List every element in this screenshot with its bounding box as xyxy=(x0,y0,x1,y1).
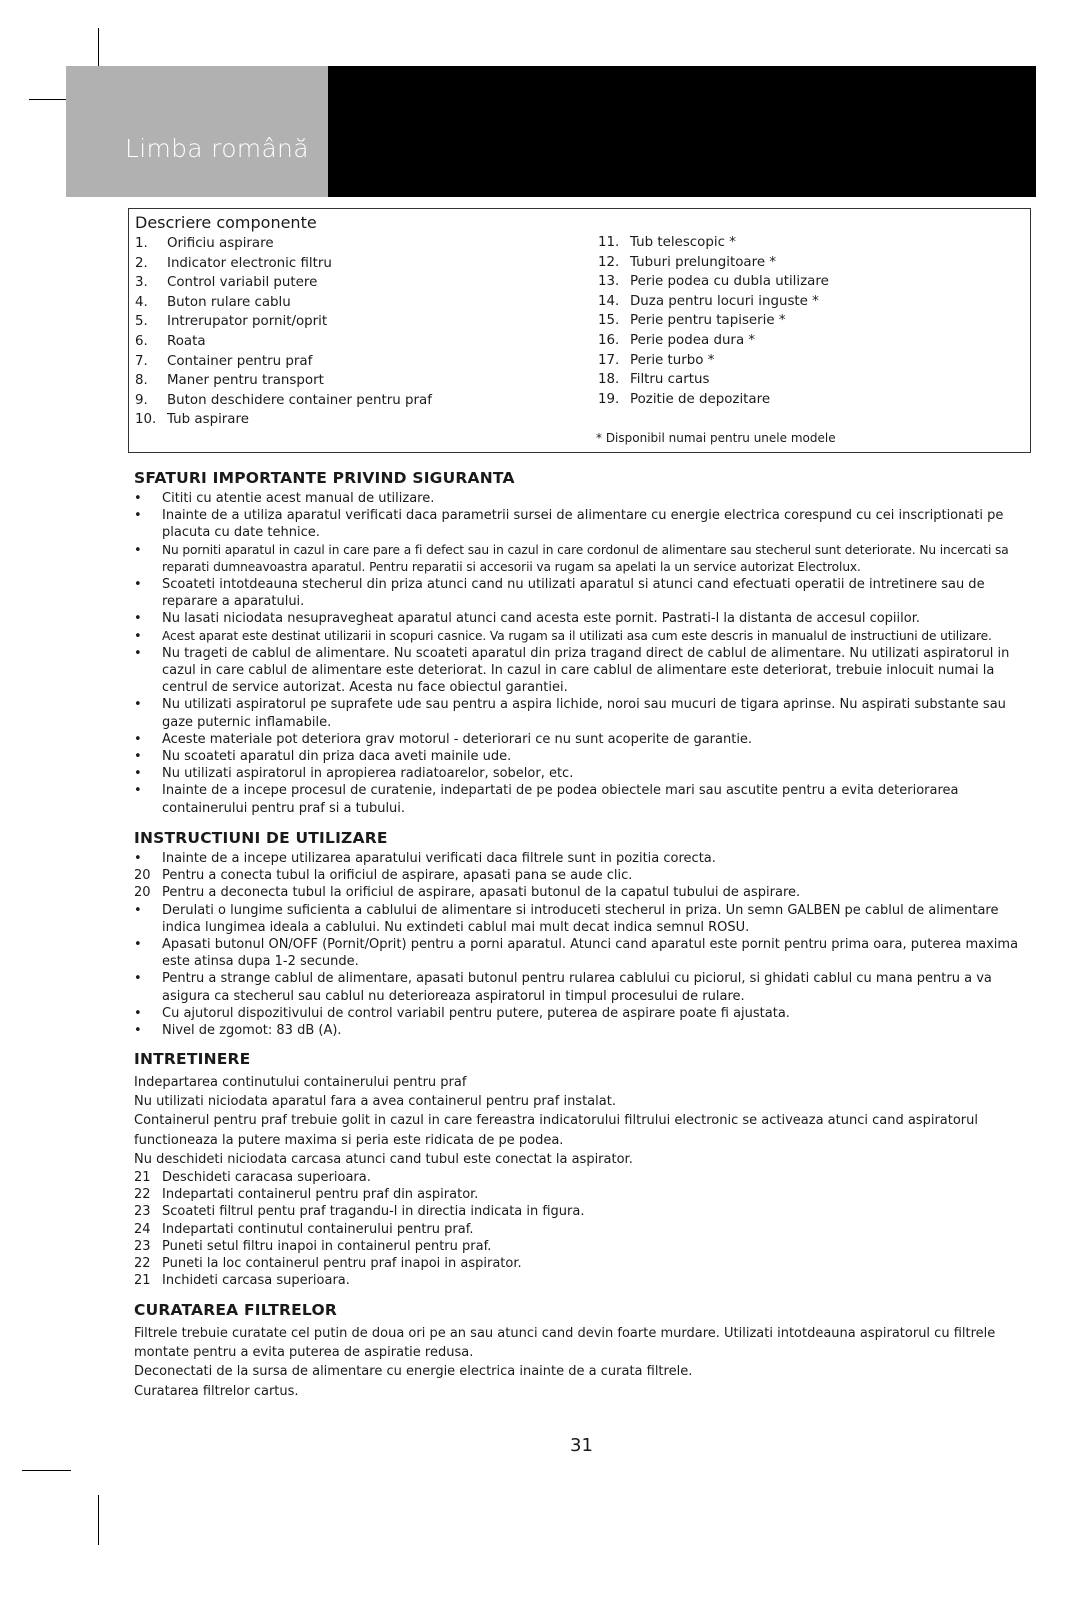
list-item: • Nivel de zgomot: 83 dB (A). xyxy=(134,1023,342,1039)
component-description-title: Descriere componente xyxy=(135,213,317,232)
list-item: 16. Perie podea dura * xyxy=(598,332,756,348)
list-item: • Inainte de a incepe procesul de curatenie, indepartati de pe podea obiectele mari sau ascutite pentru a evita deteriorarea containerului pentru praf si a tubului. xyxy=(134,783,959,816)
header-grey-block xyxy=(66,66,328,197)
list-item: 10. Tub aspirare xyxy=(135,412,249,428)
list-item: • Cu ajutorul dispozitivului de control variabil pentru putere, puterea de aspirare poate fi ajustata. xyxy=(134,1005,790,1021)
list-item: • Aceste materiale pot deteriora grav motorul - deteriorari ce nu sunt acoperite de garantie. xyxy=(134,731,753,747)
usage-list xyxy=(134,850,1034,1039)
usage-section xyxy=(134,829,1034,1039)
list-item: • Nu scoateti aparatul din priza daca aveti mainile ude. xyxy=(134,749,512,765)
usage-title: INSTRUCTIUNI DE UTILIZARE xyxy=(134,829,388,847)
list-item: 22 Indepartati containerul pentru praf din aspirator. xyxy=(134,1187,479,1203)
list-item: 8. Maner pentru transport xyxy=(135,373,324,389)
list-item: 7. Container pentru praf xyxy=(135,353,313,369)
filters-text xyxy=(134,1324,1034,1401)
list-item: 21 Deschideti caracasa superioara. xyxy=(134,1170,371,1186)
availability-note: * Disponibil numai pentru unele modele xyxy=(596,431,836,445)
list-item: • Acest aparat este destinat utilizarii in scopuri casnice. Va rugam sa il utilizati asa cum este descris in manualul de instructiuni de utilizare. xyxy=(134,628,992,644)
header-black-block xyxy=(328,66,1036,197)
paragraph: Indepartarea continutului containerului pentru praf xyxy=(134,1075,467,1090)
list-item: 5. Intrerupator pornit/oprit xyxy=(135,314,328,330)
list-item: • Inainte de a utiliza aparatul verificati daca parametrii sursei de alimentare cu energie electrica corespund cu cei inscriptionati pe placuta cu date tehnice. xyxy=(134,508,1004,541)
paragraph: Curatarea filtrelor cartus. xyxy=(134,1383,299,1399)
list-item: 15. Perie pentru tapiserie * xyxy=(598,313,786,329)
list-item: • Pentru a strange cablul de alimentare, apasati butonul pentru rularea cablului cu piciorul, si ghidati cablul cu mana pentru a va asigura ca stecherul sau cablul nu deterioreaza aspiratorul in timpul procesului de rulare. xyxy=(134,971,992,1004)
list-item: • Cititi cu atentie acest manual de utilizare. xyxy=(134,491,435,506)
list-item: • Nu utilizati aspiratorul pe suprafete ude sau pentru a aspira lichide, noroi sau mucuri de tigara aprinse. Nu aspirati substante sau gaze puternic inflamabile. xyxy=(134,697,1006,730)
list-item: 24 Indepartati continutul containerului pentru praf. xyxy=(134,1221,474,1237)
list-item: 22 Puneti la loc containerul pentru praf inapoi in aspirator. xyxy=(134,1256,522,1272)
component-list-left xyxy=(135,234,432,430)
paragraph: Deconectati de la sursa de alimentare cu energie electrica inainte de a curata filtrele. xyxy=(134,1364,693,1380)
filters-section xyxy=(134,1301,1034,1401)
paragraph: Nu utilizati niciodata aparatul fara a avea containerul pentru praf instalat. xyxy=(134,1094,616,1110)
maintenance-title: INTRETINERE xyxy=(134,1050,251,1068)
paragraph: Filtrele trebuie curatate cel putin de doua ori pe an sau atunci cand devin foarte murdare. Utilizati intotdeauna aspiratorul cu filtrele montate pentru a evita puterea de aspiratie redusa. xyxy=(134,1326,996,1361)
list-item: 6. Roata xyxy=(135,333,206,349)
list-item: • Nu porniti aparatul in cazul in care pare a fi defect sau in cazul in care cordonul de alimentare sau stecherul sunt deteriorate. Nu incercati sa reparati dumneavoastra aparatul. Pentru reparatii si accesorii va rugam sa apelati la un service autorizat Electrolux. xyxy=(134,542,1009,574)
list-item: • Apasati butonul ON/OFF (Pornit/Oprit) pentru a porni aparatul. Atunci cand aparatul este pornit pentru prima oara, puterea maxima este atinsa dupa 1-2 secunde. xyxy=(134,937,1019,970)
filters-title: CURATAREA FILTRELOR xyxy=(134,1301,337,1319)
list-item: 20 Pentru a conecta tubul la orificiul de aspirare, apasati pana se aude clic. xyxy=(134,868,633,884)
list-item: 4. Buton rulare cablu xyxy=(135,294,291,310)
list-item: • Nu utilizati aspiratorul in apropierea radiatoarelor, sobelor, etc. xyxy=(134,766,574,782)
maintenance-intro xyxy=(134,1073,1034,1169)
safety-list xyxy=(134,490,1034,817)
list-item: 14. Duza pentru locuri inguste * xyxy=(598,293,819,309)
crop-mark-bottom-horizontal xyxy=(22,1470,71,1471)
list-item: 11. Tub telescopic * xyxy=(598,235,736,250)
list-item: 23 Scoateti filtrul pentu praf tragandu-l in directia indicata in figura. xyxy=(134,1204,585,1220)
maintenance-section xyxy=(134,1050,1034,1289)
list-item: 12. Tuburi prelungitoare * xyxy=(598,254,777,270)
list-item: 18. Filtru cartus xyxy=(598,372,710,388)
list-item: 23 Puneti setul filtru inapoi in containerul pentru praf. xyxy=(134,1238,492,1254)
language-header xyxy=(66,66,1036,197)
list-item: 20 Pentru a deconecta tubul la orificiul de aspirare, apasati butonul de la capatul tubului de aspirare. xyxy=(134,885,801,901)
list-item: 13. Perie podea cu dubla utilizare xyxy=(598,274,829,290)
crop-mark-bottom-vertical xyxy=(98,1495,99,1545)
list-item: 17. Perie turbo * xyxy=(598,352,715,368)
list-item: • Scoateti intotdeauna stecherul din priza atunci cand nu utilizati aparatul si atunci cand efectuati operatii de intretinere sau de reparare a aparatului. xyxy=(134,577,985,610)
list-item: 9. Buton deschidere container pentru praf xyxy=(135,392,432,408)
paragraph: Containerul pentru praf trebuie golit in cazul in care fereastra indicatorului filtrului electronic se activeaza atunci cand aspiratorul functioneaza la putere maxima si peria este ridicata de pe podea. xyxy=(134,1113,979,1148)
list-item: 3. Control variabil putere xyxy=(135,275,318,291)
list-item: • Derulati o lungime suficienta a cablului de alimentare si introduceti stecherul in priza. Un semn GALBEN pe cablul de alimentare indica lungimea ideala a cablului. Nu extindeti cablul mai mult decat indica semnul ROSU. xyxy=(134,902,999,935)
language-title: Limba română xyxy=(125,134,309,163)
list-item: • Nu trageti de cablul de alimentare. Nu scoateti aparatul din priza tragand direct de cablul de alimentare. Nu utilizati aspiratorul in cazul in care cablul de alimentare este deteriorat. In cazul in care cablul de alimentare este deteriorat, trebuie inlocuit numai la centrul de service autorizat. Acesta nu face obiectul garantiei. xyxy=(134,645,1010,696)
maintenance-steps xyxy=(134,1169,1034,1289)
safety-title: SFATURI IMPORTANTE PRIVIND SIGURANTA xyxy=(134,469,515,487)
list-item: 19. Pozitie de depozitare xyxy=(598,391,771,407)
list-item: 2. Indicator electronic filtru xyxy=(135,255,332,271)
list-item: 1. Orificiu aspirare xyxy=(135,236,274,251)
component-list-right xyxy=(598,233,829,409)
paragraph: Nu deschideti niciodata carcasa atunci cand tubul este conectat la aspirator. xyxy=(134,1151,633,1167)
safety-section xyxy=(134,469,1034,817)
component-description-box xyxy=(128,208,1031,453)
page-number: 31 xyxy=(570,1435,593,1456)
list-item: • Inainte de a incepe utilizarea aparatului verificati daca filtrele sunt in pozitia corecta. xyxy=(134,851,716,866)
list-item: • Nu lasati niciodata nesupravegheat aparatul atunci cand acesta este pornit. Pastrati-l la distanta de accesul copiilor. xyxy=(134,611,920,627)
list-item: 21 Inchideti carcasa superioara. xyxy=(134,1273,350,1289)
